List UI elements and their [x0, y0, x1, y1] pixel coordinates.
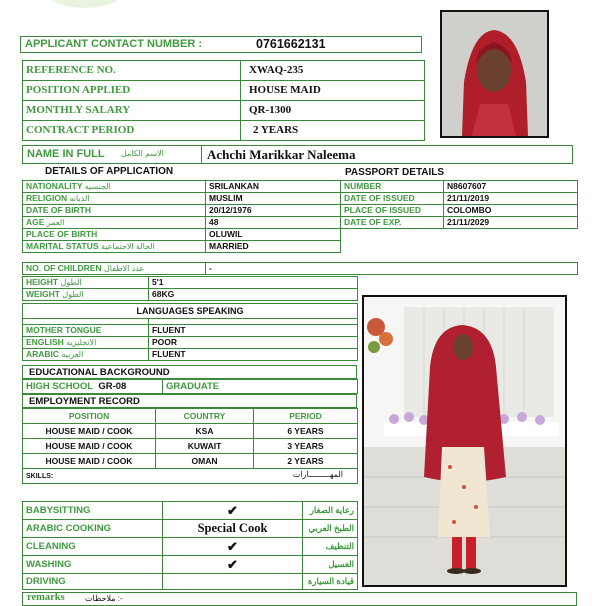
passport-header: PASSPORT DETAILS — [345, 167, 445, 178]
school-status: GRADUATE — [163, 380, 358, 394]
skill-value: ✔ — [163, 556, 303, 574]
detail-label-ar: الديانه — [69, 194, 90, 203]
table-row — [23, 424, 358, 439]
school-label: HIGH SCHOOL — [26, 381, 94, 392]
education-row — [22, 365, 357, 379]
detail-label-text: NO. OF CHILDREN — [26, 263, 102, 273]
passport-value: COLOMBO — [444, 205, 578, 217]
skill-value: ✔ — [163, 538, 303, 556]
table-row — [23, 574, 358, 590]
detail-label-text: NATIONALITY — [26, 181, 83, 191]
full-body-photo — [362, 295, 567, 587]
contract-value: 2 YEARS — [241, 121, 425, 141]
skills-header-cell — [23, 469, 358, 484]
skill-label: CLEANING — [23, 538, 163, 556]
table-row — [23, 229, 341, 241]
full-name: Achchi Marikkar Naleema — [207, 147, 356, 162]
job-country: OMAN — [156, 454, 254, 469]
remarks-label: remarks — [27, 592, 65, 603]
passport-label: PLACE OF ISSUED — [341, 205, 444, 217]
detail-label-ar: الجنسيه — [84, 182, 111, 191]
table-row — [23, 304, 358, 319]
passport-value: 21/11/2019 — [444, 193, 578, 205]
detail-value: MUSLIM — [206, 193, 341, 205]
language-value: FLUENT — [149, 325, 358, 337]
detail-label-ar: العمر — [46, 218, 65, 227]
table-row — [23, 181, 341, 193]
table-row — [23, 349, 358, 361]
detail-label-text: WEIGHT — [26, 289, 60, 299]
languages-table — [22, 303, 358, 361]
table-row — [23, 454, 358, 469]
skill-label-ar: الغسيل — [303, 556, 358, 574]
name-label-ar: الاسم الكامل — [121, 149, 164, 158]
table-row — [23, 380, 358, 394]
col-position: POSITION — [23, 409, 156, 424]
skill-value — [163, 574, 303, 590]
job-position: HOUSE MAID / COOK — [23, 454, 156, 469]
employment-table — [22, 408, 358, 484]
skill-label: WASHING — [23, 556, 163, 574]
job-country: KUWAIT — [156, 439, 254, 454]
language-label-text: ENGLISH — [26, 337, 64, 347]
detail-label-text: RELIGION — [26, 193, 68, 203]
name-row — [22, 145, 573, 164]
table-row — [23, 520, 358, 538]
language-label-ar: العربيه — [61, 350, 84, 359]
job-position: HOUSE MAID / COOK — [23, 439, 156, 454]
skills-header-ar: المهـــــــــارات — [292, 470, 343, 479]
language-label-text: ARABIC — [26, 349, 60, 359]
detail-value: 20/12/1976 — [206, 205, 341, 217]
table-row — [23, 337, 358, 349]
job-period: 2 YEARS — [254, 454, 358, 469]
detail-label — [23, 217, 206, 229]
detail-label — [23, 277, 149, 289]
table-row — [23, 241, 341, 253]
languages-title: LANGUAGES SPEAKING — [23, 304, 358, 319]
detail-value: 68KG — [149, 289, 358, 301]
table-row — [23, 193, 341, 205]
table-row — [23, 101, 425, 121]
detail-label-text: DATE OF BIRTH — [26, 205, 92, 215]
detail-value: MARRIED — [206, 241, 341, 253]
details-header: DETAILS OF APPLICATION — [45, 166, 174, 177]
passport-label: DATE OF EXP. — [341, 217, 444, 229]
passport-photo — [440, 10, 549, 138]
detail-label — [23, 289, 149, 301]
language-label — [23, 349, 149, 361]
salary-value: QR-1300 — [241, 101, 425, 121]
language-value: POOR — [149, 337, 358, 349]
education-table — [22, 379, 358, 394]
table-row — [23, 81, 425, 101]
detail-value: SRILANKAN — [206, 181, 341, 193]
passport-label: DATE OF ISSUED — [341, 193, 444, 205]
name-label-cell — [23, 146, 202, 163]
reference-value: XWAQ-235 — [241, 61, 425, 81]
passport-table — [340, 180, 578, 229]
detail-label-text: HEIGHT — [26, 277, 59, 287]
language-label: MOTHER TONGUE — [23, 325, 149, 337]
detail-label-text: AGE — [26, 217, 45, 227]
passport-value: N8607607 — [444, 181, 578, 193]
body-table — [22, 276, 358, 301]
table-row — [23, 538, 358, 556]
skill-label-ar: التنظيف — [303, 538, 358, 556]
employment-title: EMPLOYMENT RECORD — [29, 396, 140, 407]
employment-title-row — [22, 394, 357, 408]
table-row — [23, 325, 358, 337]
remarks-label-ar: ملاحظات :- — [85, 594, 123, 603]
table-row — [23, 409, 358, 424]
col-period: PERIOD — [254, 409, 358, 424]
detail-label-ar: عدد الاطفال — [103, 264, 145, 273]
table-row — [23, 277, 358, 289]
job-period: 6 YEARS — [254, 424, 358, 439]
table-row — [23, 217, 341, 229]
job-country: KSA — [156, 424, 254, 439]
skill-label: DRIVING — [23, 574, 163, 590]
skill-label-ar: رعاية الصغار — [303, 502, 358, 520]
detail-label-ar: الطول — [60, 278, 82, 287]
logo-arc — [40, 0, 130, 8]
table-row — [341, 181, 578, 193]
table-row — [23, 205, 341, 217]
detail-value: 48 — [206, 217, 341, 229]
position-value: HOUSE MAID — [241, 81, 425, 101]
table-row — [23, 502, 358, 520]
passport-value: 21/11/2029 — [444, 217, 578, 229]
job-position: HOUSE MAID / COOK — [23, 424, 156, 439]
table-row — [23, 263, 578, 275]
detail-value: OLUWIL — [206, 229, 341, 241]
detail-label — [23, 229, 206, 241]
detail-label — [23, 193, 206, 205]
detail-label-text: MARITAL STATUS — [26, 241, 99, 251]
skills-header-label: SKILLS: — [26, 472, 54, 480]
salary-label: MONTHLY SALARY — [23, 101, 241, 121]
reference-label: REFERENCE NO. — [23, 61, 241, 81]
table-row — [23, 61, 425, 81]
detail-label — [23, 181, 206, 193]
contact-label: APPLICANT CONTACT NUMBER : — [25, 38, 203, 50]
contract-label: CONTRACT PERIOD — [23, 121, 241, 141]
table-row — [341, 217, 578, 229]
job-period: 3 YEARS — [254, 439, 358, 454]
skill-label-ar: قيادة السيارة — [303, 574, 358, 590]
skill-label: ARABIC COOKING — [23, 520, 163, 538]
skills-table — [22, 501, 358, 590]
remarks-row — [22, 592, 577, 606]
skill-value: Special Cook — [163, 520, 303, 538]
table-row — [23, 289, 358, 301]
detail-value: - — [206, 263, 578, 275]
language-label-ar: الانجليزيه — [66, 338, 97, 347]
skill-value: ✔ — [163, 502, 303, 520]
detail-value: 5'1 — [149, 277, 358, 289]
detail-label — [23, 241, 206, 253]
school-grade: GR-08 — [98, 381, 127, 392]
skill-label: BABYSITTING — [23, 502, 163, 520]
detail-label-ar: الحالة الاجتماعية — [100, 242, 155, 251]
detail-label-ar: الطول — [62, 290, 84, 299]
detail-label-text: PLACE OF BIRTH — [26, 229, 98, 239]
table-row — [23, 469, 358, 484]
skill-label-ar: الطبخ العربي — [303, 520, 358, 538]
col-country: COUNTRY — [156, 409, 254, 424]
school-cell — [23, 380, 163, 394]
top-fields-table — [22, 60, 425, 141]
position-label: POSITION APPLIED — [23, 81, 241, 101]
name-label: NAME IN FULL — [27, 148, 105, 160]
details-table — [22, 180, 341, 253]
detail-label — [23, 263, 206, 275]
table-row — [23, 439, 358, 454]
table-row — [23, 121, 425, 141]
detail-label — [23, 205, 206, 217]
table-row — [341, 205, 578, 217]
passport-label: NUMBER — [341, 181, 444, 193]
children-table — [22, 262, 578, 275]
language-value: FLUENT — [149, 349, 358, 361]
table-row — [341, 193, 578, 205]
contact-row — [20, 36, 422, 53]
education-title: EDUCATIONAL BACKGROUND — [29, 367, 170, 378]
table-row — [23, 556, 358, 574]
contact-number: 0761662131 — [256, 37, 326, 51]
language-label — [23, 337, 149, 349]
